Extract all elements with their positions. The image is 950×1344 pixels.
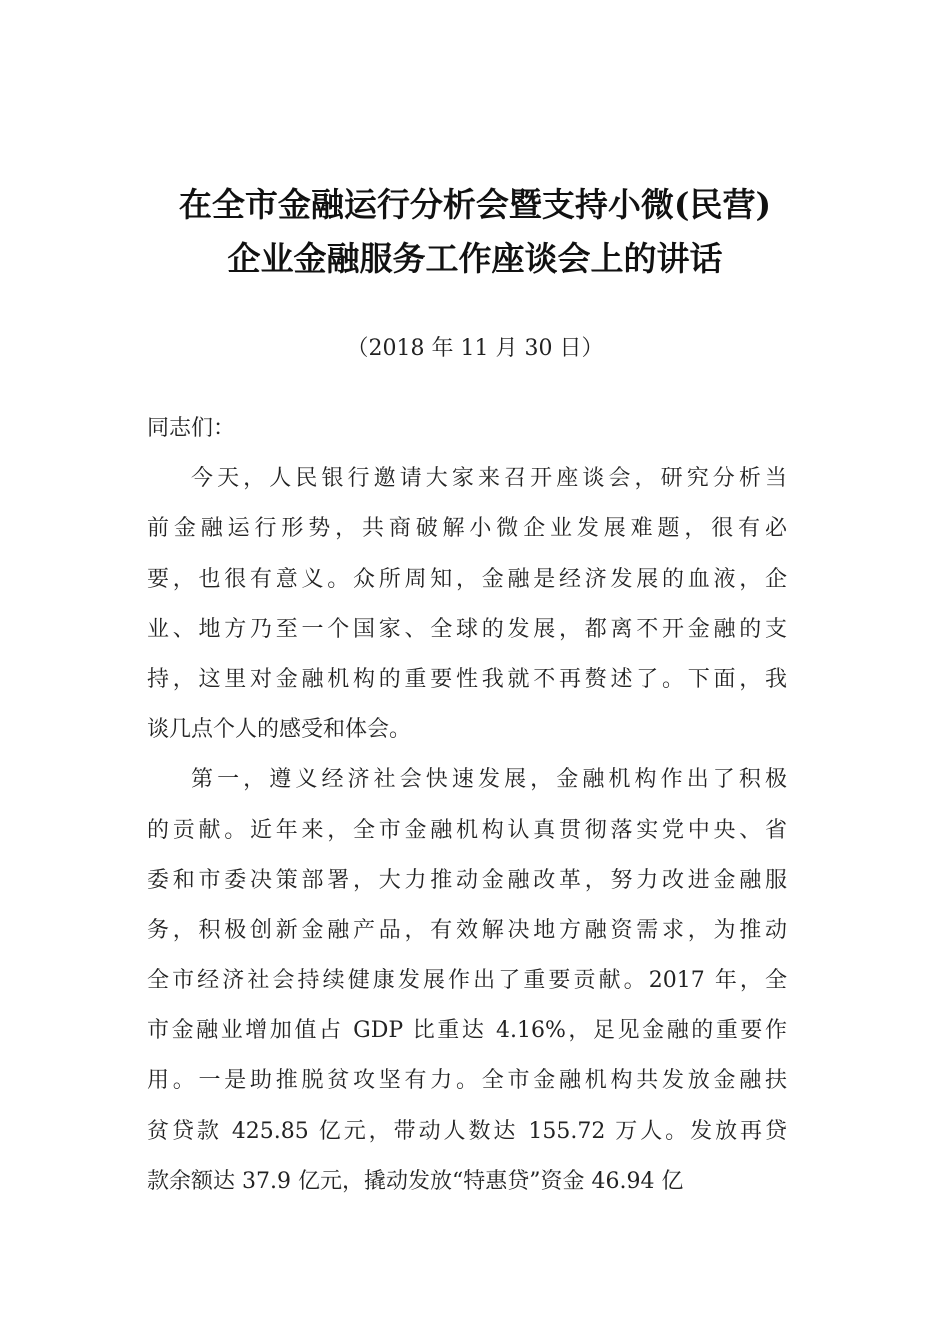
paragraph-1 [147, 454, 787, 755]
paragraph-line: 款余额达 37.9 亿元，撬动发放“特惠贷”资金 46.94 亿 [147, 1168, 684, 1194]
title-line-1: 在全市金融运行分析会暨支持小微(民营) [178, 185, 772, 224]
speech-date: （2018 年 11 月 30 日） [346, 336, 604, 361]
document-body [147, 404, 787, 1207]
paragraph-line: 要，也很有意义。众所周知，金融是经济发展的血液，企 [147, 566, 787, 592]
salutation: 同志们： [147, 416, 236, 441]
paragraph-line: 的贡献。近年来，全市金融机构认真贯彻落实党中央、省 [147, 817, 787, 843]
paragraph-line: 委和市委决策部署，大力推动金融改革，努力改进金融服 [147, 867, 787, 893]
paragraph-line: 市金融业增加值占 GDP 比重达 4.16%，足见金融的重要作 [147, 1018, 787, 1044]
paragraph-line: 谈几点个人的感受和体会。 [147, 717, 412, 743]
paragraph-line: 全市经济社会持续健康发展作出了重要贡献。2017 年，全 [147, 968, 787, 994]
paragraph-line: 前金融运行形势，共商破解小微企业发展难题，很有必 [147, 516, 787, 542]
paragraph-line: 务，积极创新金融产品，有效解决地方融资需求，为推动 [147, 917, 787, 943]
paragraph-line: 业、地方乃至一个国家、全球的发展，都离不开金融的支 [147, 616, 787, 642]
paragraph-line: 贫贷款 425.85 亿元，带动人数达 155.72 万人。发放再贷 [147, 1118, 787, 1144]
paragraph-line: 第一，遵义经济社会快速发展，金融机构作出了积极 [191, 767, 787, 793]
paragraph-line: 用。一是助推脱贫攻坚有力。全市金融机构共发放金融扶 [147, 1068, 787, 1094]
paragraph-2 [147, 755, 787, 1207]
paragraph-line: 今天，人民银行邀请大家来召开座谈会，研究分析当 [191, 466, 787, 492]
paragraph-line: 持，这里对金融机构的重要性我就不再赘述了。下面，我 [147, 666, 787, 692]
title-line-2: 企业金融服务工作座谈会上的讲话 [227, 239, 723, 278]
document-title [120, 178, 830, 286]
